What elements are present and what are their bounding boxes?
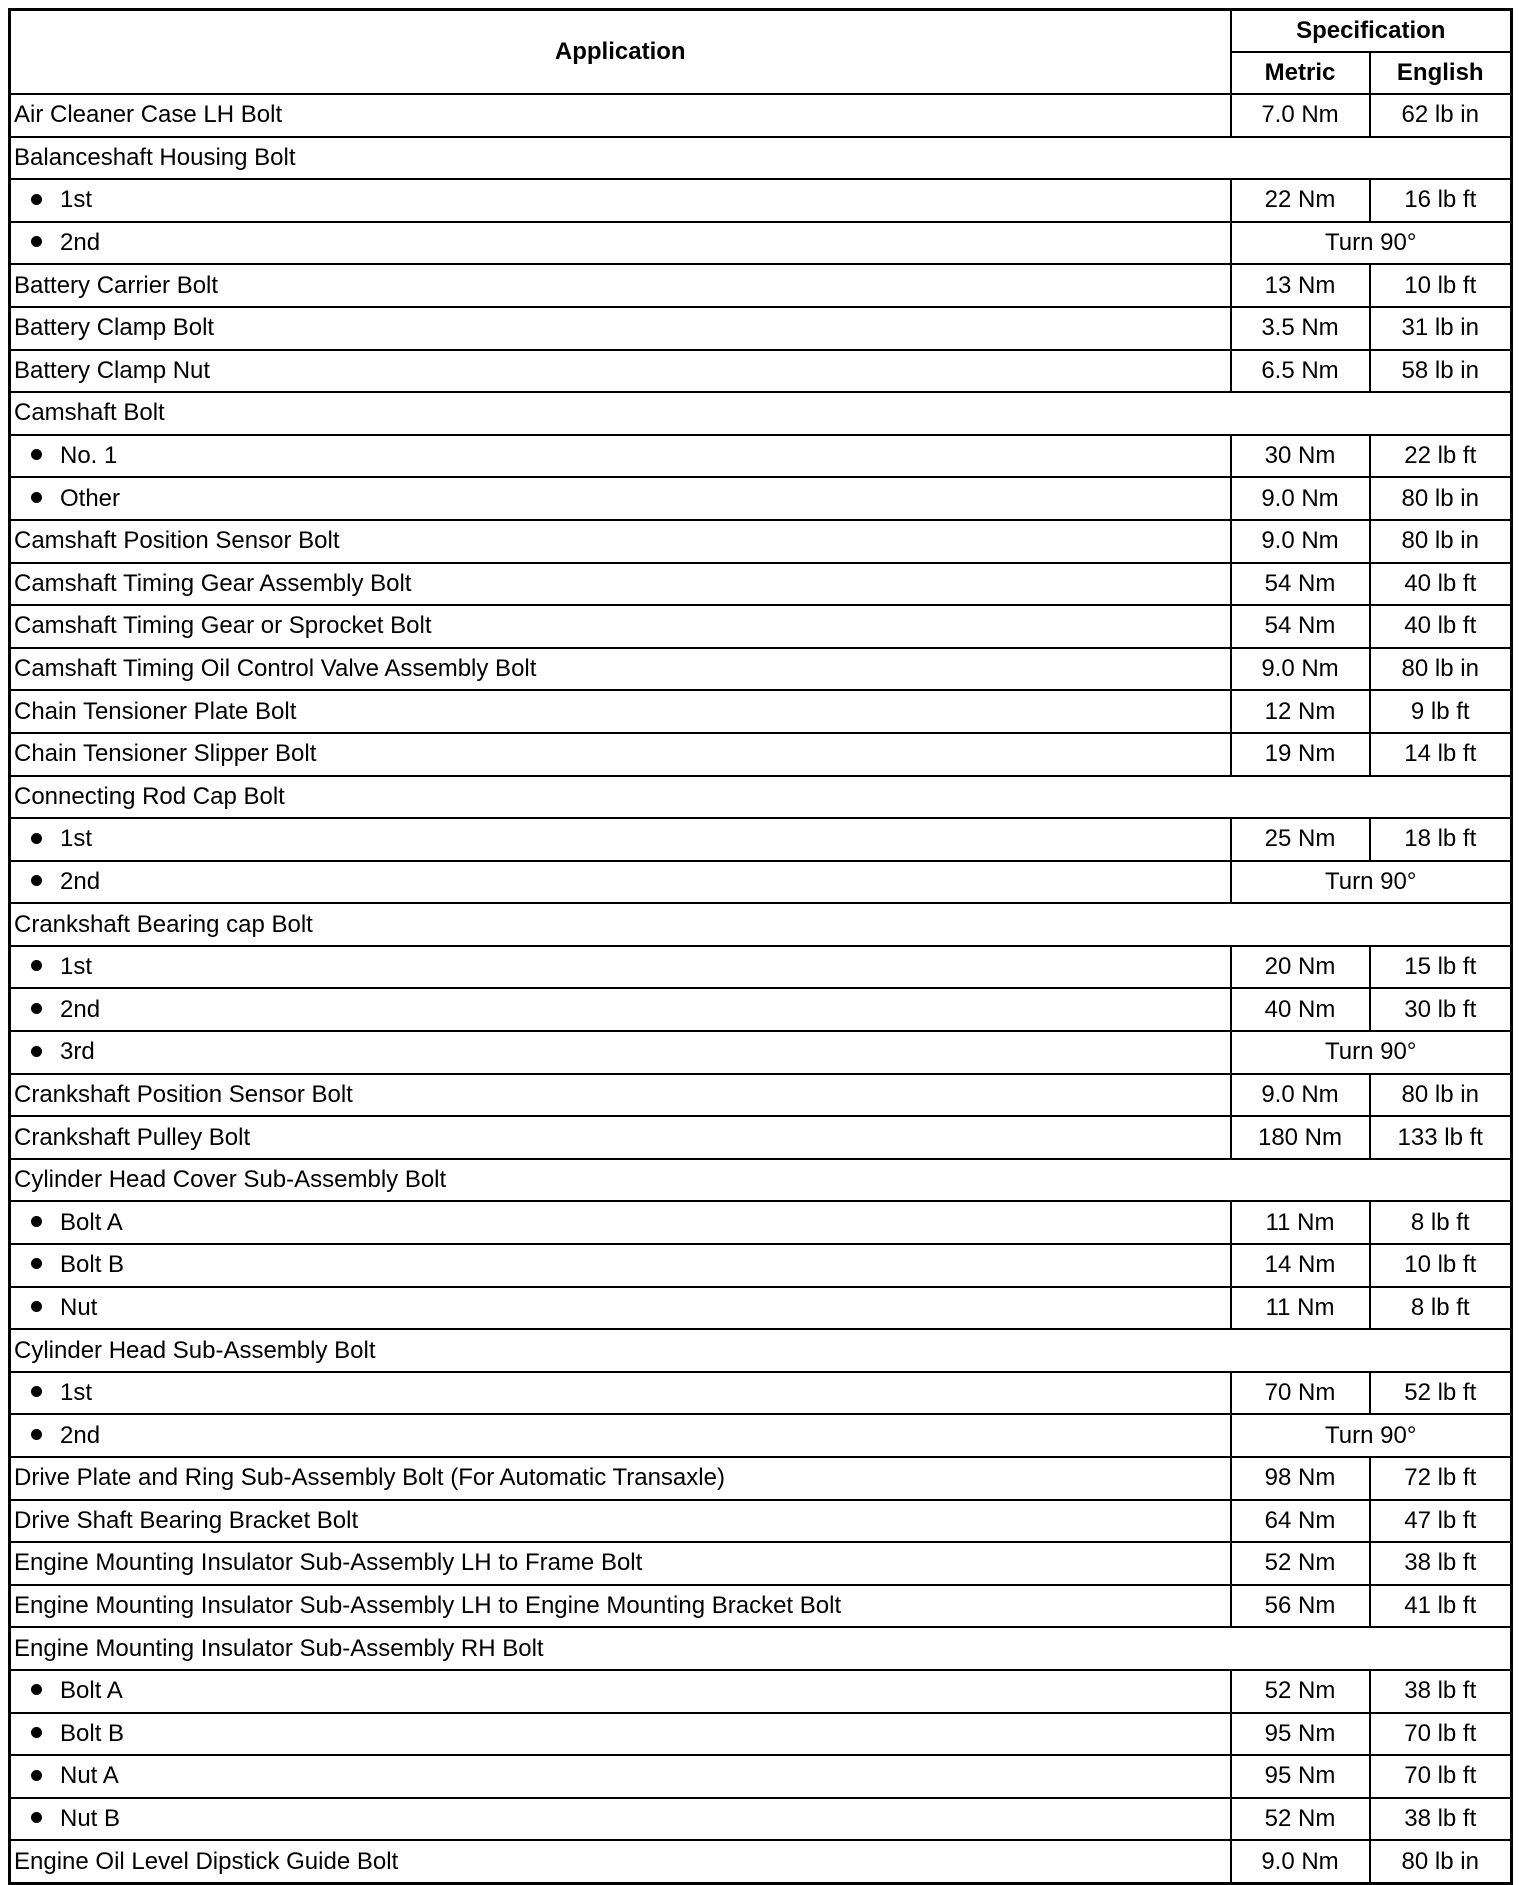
metric-cell: 9.0 Nm xyxy=(1231,477,1370,520)
specification-cell: Turn 90° xyxy=(1231,1414,1512,1457)
table-row xyxy=(10,307,1512,350)
english-cell: 10 lb ft xyxy=(1370,264,1512,307)
sub-application-label: Nut B xyxy=(60,1805,121,1833)
bullet-icon xyxy=(31,833,42,844)
metric-cell: 52 Nm xyxy=(1231,1798,1370,1841)
bullet-icon xyxy=(31,1301,42,1312)
table-row xyxy=(10,1074,1512,1117)
english-cell: 40 lb ft xyxy=(1370,563,1512,606)
bullet-icon xyxy=(31,194,42,205)
english-cell: 80 lb in xyxy=(1370,1074,1512,1117)
metric-cell: 14 Nm xyxy=(1231,1244,1370,1287)
specification-cell: Turn 90° xyxy=(1231,222,1512,265)
table-row xyxy=(10,1244,1512,1287)
metric-cell: 6.5 Nm xyxy=(1231,350,1370,393)
bullet-icon xyxy=(31,1258,42,1269)
english-cell: 80 lb in xyxy=(1370,648,1512,691)
sub-application-cell xyxy=(10,1414,1231,1457)
bullet-icon xyxy=(31,1812,42,1823)
metric-cell: 12 Nm xyxy=(1231,690,1370,733)
group-application-cell: Balanceshaft Housing Bolt xyxy=(10,137,1512,180)
header-metric: Metric xyxy=(1231,52,1370,94)
application-cell: Air Cleaner Case LH Bolt xyxy=(10,94,1231,137)
table-row xyxy=(10,222,1512,265)
table-row xyxy=(10,1414,1512,1457)
sub-application-label: Bolt B xyxy=(60,1719,125,1747)
table-row xyxy=(10,946,1512,989)
english-cell: 31 lb in xyxy=(1370,307,1512,350)
english-cell: 38 lb ft xyxy=(1370,1798,1512,1841)
table-row xyxy=(10,94,1512,137)
header-english: English xyxy=(1370,52,1512,94)
sub-application-cell xyxy=(10,222,1231,265)
bullet-icon xyxy=(31,1003,42,1014)
sub-application-cell xyxy=(10,1798,1231,1841)
application-cell: Crankshaft Position Sensor Bolt xyxy=(10,1074,1231,1117)
table-row xyxy=(10,1713,1512,1756)
english-cell: 30 lb ft xyxy=(1370,988,1512,1031)
group-application-cell: Camshaft Bolt xyxy=(10,392,1512,435)
english-cell: 62 lb in xyxy=(1370,94,1512,137)
application-cell: Camshaft Position Sensor Bolt xyxy=(10,520,1231,563)
application-cell: Battery Clamp Bolt xyxy=(10,307,1231,350)
table-row xyxy=(10,1287,1512,1330)
metric-cell: 70 Nm xyxy=(1231,1372,1370,1415)
table-row xyxy=(10,179,1512,222)
metric-cell: 54 Nm xyxy=(1231,605,1370,648)
table-row xyxy=(10,1755,1512,1798)
table-row xyxy=(10,1457,1512,1500)
table-row xyxy=(10,733,1512,776)
metric-cell: 9.0 Nm xyxy=(1231,648,1370,691)
english-cell: 80 lb in xyxy=(1370,477,1512,520)
metric-cell: 98 Nm xyxy=(1231,1457,1370,1500)
metric-cell: 64 Nm xyxy=(1231,1500,1370,1543)
english-cell: 47 lb ft xyxy=(1370,1500,1512,1543)
english-cell: 18 lb ft xyxy=(1370,818,1512,861)
table-row xyxy=(10,605,1512,648)
metric-cell: 54 Nm xyxy=(1231,563,1370,606)
group-application-cell: Crankshaft Bearing cap Bolt xyxy=(10,903,1512,946)
english-cell: 133 lb ft xyxy=(1370,1116,1512,1159)
table-row xyxy=(10,1585,1512,1628)
sub-application-cell xyxy=(10,818,1231,861)
english-cell: 80 lb in xyxy=(1370,520,1512,563)
application-cell: Camshaft Timing Oil Control Valve Assembly Bolt xyxy=(10,648,1231,691)
metric-cell: 9.0 Nm xyxy=(1231,520,1370,563)
sub-application-label: 1st xyxy=(60,953,93,981)
application-cell: Drive Plate and Ring Sub-Assembly Bolt (For Automatic Transaxle) xyxy=(10,1457,1231,1500)
bullet-icon xyxy=(31,875,42,886)
table-row xyxy=(10,861,1512,904)
table-row xyxy=(10,1329,1512,1372)
english-cell: 52 lb ft xyxy=(1370,1372,1512,1415)
bullet-icon xyxy=(31,1046,42,1057)
application-cell: Camshaft Timing Gear or Sprocket Bolt xyxy=(10,605,1231,648)
sub-application-label: 1st xyxy=(60,186,93,214)
sub-application-cell xyxy=(10,435,1231,478)
table-row xyxy=(10,1627,1512,1670)
group-application-cell: Engine Mounting Insulator Sub-Assembly RH Bolt xyxy=(10,1627,1512,1670)
sub-application-cell xyxy=(10,1244,1231,1287)
sub-application-label: Bolt B xyxy=(60,1251,125,1279)
english-cell: 70 lb ft xyxy=(1370,1713,1512,1756)
bullet-icon xyxy=(31,236,42,247)
metric-cell: 7.0 Nm xyxy=(1231,94,1370,137)
metric-cell: 180 Nm xyxy=(1231,1116,1370,1159)
english-cell: 40 lb ft xyxy=(1370,605,1512,648)
english-cell: 9 lb ft xyxy=(1370,690,1512,733)
group-application-cell: Cylinder Head Sub-Assembly Bolt xyxy=(10,1329,1512,1372)
table-row xyxy=(10,690,1512,733)
bullet-icon xyxy=(31,960,42,971)
table-row xyxy=(10,1542,1512,1585)
english-cell: 10 lb ft xyxy=(1370,1244,1512,1287)
table-row xyxy=(10,776,1512,819)
application-cell: Engine Oil Level Dipstick Guide Bolt xyxy=(10,1840,1231,1883)
table-row xyxy=(10,1500,1512,1543)
sub-application-cell xyxy=(10,988,1231,1031)
metric-cell: 56 Nm xyxy=(1231,1585,1370,1628)
table-row xyxy=(10,137,1512,180)
table-row xyxy=(10,477,1512,520)
english-cell: 72 lb ft xyxy=(1370,1457,1512,1500)
table-row xyxy=(10,435,1512,478)
sub-application-cell xyxy=(10,1031,1231,1074)
table-row xyxy=(10,903,1512,946)
english-cell: 14 lb ft xyxy=(1370,733,1512,776)
application-cell: Battery Carrier Bolt xyxy=(10,264,1231,307)
sub-application-label: Other xyxy=(60,484,121,512)
bullet-icon xyxy=(31,449,42,460)
application-cell: Drive Shaft Bearing Bracket Bolt xyxy=(10,1500,1231,1543)
application-cell: Engine Mounting Insulator Sub-Assembly LH to Frame Bolt xyxy=(10,1542,1231,1585)
bullet-icon xyxy=(31,492,42,503)
english-cell: 16 lb ft xyxy=(1370,179,1512,222)
table-row xyxy=(10,392,1512,435)
specification-cell: Turn 90° xyxy=(1231,861,1512,904)
table-row xyxy=(10,520,1512,563)
english-cell: 80 lb in xyxy=(1370,1840,1512,1883)
sub-application-label: 2nd xyxy=(60,1421,101,1449)
header-application: Application xyxy=(10,10,1231,95)
metric-cell: 30 Nm xyxy=(1231,435,1370,478)
table-row xyxy=(10,988,1512,1031)
application-cell: Crankshaft Pulley Bolt xyxy=(10,1116,1231,1159)
metric-cell: 22 Nm xyxy=(1231,179,1370,222)
header-row-top xyxy=(10,10,1512,53)
table-header xyxy=(10,10,1512,95)
metric-cell: 20 Nm xyxy=(1231,946,1370,989)
header-specification: Specification xyxy=(1231,10,1512,53)
table-row xyxy=(10,1372,1512,1415)
bullet-icon xyxy=(31,1770,42,1781)
sub-application-cell xyxy=(10,477,1231,520)
english-cell: 38 lb ft xyxy=(1370,1542,1512,1585)
specification-cell: Turn 90° xyxy=(1231,1031,1512,1074)
table-row xyxy=(10,264,1512,307)
table-body xyxy=(10,94,1512,1883)
table-row xyxy=(10,1031,1512,1074)
metric-cell: 19 Nm xyxy=(1231,733,1370,776)
english-cell: 70 lb ft xyxy=(1370,1755,1512,1798)
bullet-icon xyxy=(31,1216,42,1227)
bullet-icon xyxy=(31,1386,42,1397)
metric-cell: 11 Nm xyxy=(1231,1287,1370,1330)
metric-cell: 25 Nm xyxy=(1231,818,1370,861)
bullet-icon xyxy=(31,1429,42,1440)
english-cell: 41 lb ft xyxy=(1370,1585,1512,1628)
application-cell: Chain Tensioner Plate Bolt xyxy=(10,690,1231,733)
sub-application-label: 1st xyxy=(60,825,93,853)
english-cell: 38 lb ft xyxy=(1370,1670,1512,1713)
sub-application-cell xyxy=(10,946,1231,989)
sub-application-label: 2nd xyxy=(60,867,101,895)
application-cell: Chain Tensioner Slipper Bolt xyxy=(10,733,1231,776)
metric-cell: 9.0 Nm xyxy=(1231,1840,1370,1883)
sub-application-cell xyxy=(10,179,1231,222)
table-row xyxy=(10,1159,1512,1202)
bullet-icon xyxy=(31,1684,42,1695)
sub-application-label: No. 1 xyxy=(60,442,118,470)
sub-application-cell xyxy=(10,861,1231,904)
table-row xyxy=(10,1201,1512,1244)
english-cell: 8 lb ft xyxy=(1370,1287,1512,1330)
metric-cell: 95 Nm xyxy=(1231,1713,1370,1756)
sub-application-label: Nut A xyxy=(60,1762,119,1790)
metric-cell: 52 Nm xyxy=(1231,1670,1370,1713)
sub-application-cell xyxy=(10,1372,1231,1415)
group-application-cell: Cylinder Head Cover Sub-Assembly Bolt xyxy=(10,1159,1512,1202)
sub-application-label: 2nd xyxy=(60,995,101,1023)
sub-application-label: 2nd xyxy=(60,229,101,257)
table-row xyxy=(10,648,1512,691)
table-row xyxy=(10,1116,1512,1159)
english-cell: 15 lb ft xyxy=(1370,946,1512,989)
sub-application-cell xyxy=(10,1713,1231,1756)
sub-application-cell xyxy=(10,1201,1231,1244)
metric-cell: 3.5 Nm xyxy=(1231,307,1370,350)
sub-application-cell xyxy=(10,1670,1231,1713)
english-cell: 58 lb in xyxy=(1370,350,1512,393)
metric-cell: 11 Nm xyxy=(1231,1201,1370,1244)
table-row xyxy=(10,563,1512,606)
sub-application-label: Bolt A xyxy=(60,1677,123,1705)
torque-spec-table xyxy=(8,8,1513,1885)
bullet-icon xyxy=(31,1727,42,1738)
table-row xyxy=(10,1840,1512,1883)
sub-application-cell xyxy=(10,1755,1231,1798)
sub-application-label: 1st xyxy=(60,1379,93,1407)
application-cell: Battery Clamp Nut xyxy=(10,350,1231,393)
metric-cell: 13 Nm xyxy=(1231,264,1370,307)
sub-application-label: 3rd xyxy=(60,1038,95,1066)
table-row xyxy=(10,350,1512,393)
table-row xyxy=(10,1670,1512,1713)
group-application-cell: Connecting Rod Cap Bolt xyxy=(10,776,1512,819)
metric-cell: 9.0 Nm xyxy=(1231,1074,1370,1117)
table-row xyxy=(10,818,1512,861)
sub-application-cell xyxy=(10,1287,1231,1330)
table-row xyxy=(10,1798,1512,1841)
application-cell: Engine Mounting Insulator Sub-Assembly LH to Engine Mounting Bracket Bolt xyxy=(10,1585,1231,1628)
english-cell: 8 lb ft xyxy=(1370,1201,1512,1244)
sub-application-label: Bolt A xyxy=(60,1208,123,1236)
metric-cell: 52 Nm xyxy=(1231,1542,1370,1585)
metric-cell: 40 Nm xyxy=(1231,988,1370,1031)
english-cell: 22 lb ft xyxy=(1370,435,1512,478)
metric-cell: 95 Nm xyxy=(1231,1755,1370,1798)
application-cell: Camshaft Timing Gear Assembly Bolt xyxy=(10,563,1231,606)
sub-application-label: Nut xyxy=(60,1293,98,1321)
